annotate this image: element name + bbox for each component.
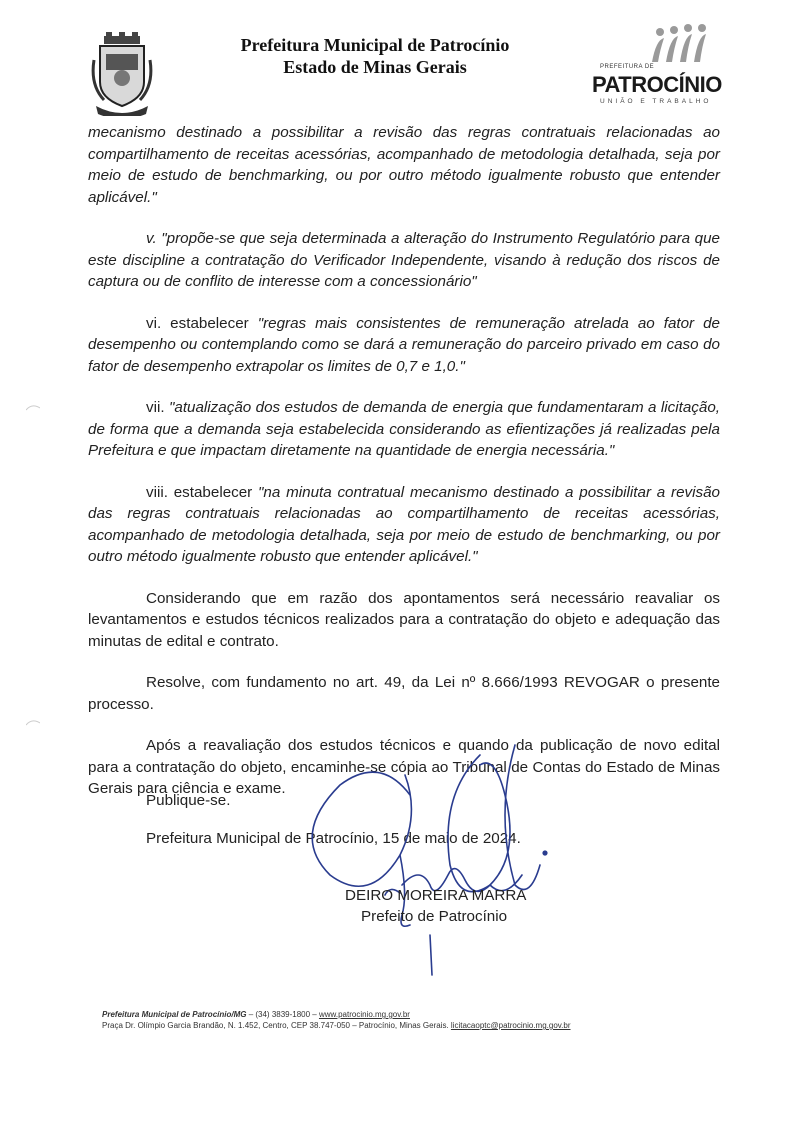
paragraph-continuation: mecanismo destinado a possibilitar a revisão das regras contratuais relacionadas ao compartilhamento de receitas acessórias, acompanhado de metodologia detalhada, seja por meio de estudo de benchmarking, ou por outro método igualmente robusto que entender aplicável." bbox=[88, 124, 720, 206]
paragraph-item-v: v. "propõe-se que seja determinada a alteração do Instrumento Regulatório para que este discipline a contratação do Verificador Independente, visando à redução dos riscos de captura ou de conflito de interesse com a concessionário" bbox=[88, 230, 720, 290]
letterhead-line-2: Estado de Minas Gerais bbox=[283, 57, 467, 77]
place-and-date: Prefeitura Municipal de Patrocínio, 15 de maio de 2024. bbox=[146, 830, 521, 847]
logo-small-text: PREFEITURA DE bbox=[600, 64, 655, 70]
item-vii-quote: "atualização dos estudos de demanda de energia que fundamentaram a licitação, de forma que a demanda seja estabelecida considerando as efientizações já realizadas pela Prefeitura e que impactam diretamente na quantidade de energia necessária." bbox=[88, 399, 721, 459]
footer-website-link[interactable]: www.patrocinio.mg.gov.br bbox=[318, 1010, 410, 1019]
item-vi-lead: vi. estabelecer bbox=[146, 314, 258, 332]
footer-email-link[interactable]: licitacaoptc@patrocinio.mg.gov.br bbox=[450, 1021, 571, 1030]
footer-phone: – (34) 3839-1800 – bbox=[246, 1010, 319, 1019]
patrocinio-logo bbox=[590, 22, 740, 105]
letterhead-title bbox=[200, 34, 550, 78]
page-footer bbox=[102, 1009, 571, 1031]
paragraph-item-vii bbox=[88, 397, 720, 462]
logo-tagline: UNIÃO E TRABALHO bbox=[600, 98, 712, 105]
scan-mark bbox=[26, 718, 40, 726]
signer-name: DEIRO MOREIRA MARRA bbox=[345, 887, 527, 904]
people-figures-icon bbox=[590, 22, 740, 66]
publique-se: Publique-se. bbox=[146, 792, 231, 809]
document-body bbox=[88, 122, 720, 820]
paragraph-apos: Após a reavaliação dos estudos técnicos e quando da publicação de novo edital para a contratação do objeto, encaminhe-se cópia ao Tribunal de Contas do Estado de Minas Gerais para ciência e exame. bbox=[88, 737, 720, 797]
paragraph-considerando: Considerando que em razão dos apontamentos será necessário reavaliar os levantamentos e estudos técnicos realizados para a contratação do objeto e adequação das minutas de edital e contrato. bbox=[88, 589, 720, 650]
paragraph-item-viii bbox=[88, 482, 720, 568]
footer-address: Praça Dr. Olímpio Garcia Brandão, N. 1.452, Centro, CEP 38.747-050 – Patrocínio, Minas Gerais. bbox=[102, 1021, 451, 1030]
paragraph-item-vi bbox=[88, 313, 720, 378]
footer-line-1 bbox=[102, 1009, 571, 1020]
footer-line-2 bbox=[102, 1020, 571, 1031]
footer-org: Prefeitura Municipal de Patrocínio/MG bbox=[102, 1010, 247, 1019]
letterhead-line-1: Prefeitura Municipal de Patrocínio bbox=[240, 35, 510, 55]
signer-role: Prefeito de Patrocínio bbox=[361, 908, 508, 925]
item-vii-lead: vii. bbox=[146, 399, 169, 416]
signature-block bbox=[345, 885, 526, 927]
municipal-crest-icon bbox=[90, 30, 154, 116]
scan-mark bbox=[26, 403, 40, 411]
item-viii-lead: viii. estabelecer bbox=[146, 483, 259, 501]
item-vi-quote: "regras mais consistentes de remuneração atrelada ao fator de desempenho ou contemplando como se dará a remuneração do parceiro privado em caso do fator de desempenho extrapolar os limites de 0,7 e 1,0." bbox=[88, 314, 721, 375]
paragraph-resolve: Resolve, com fundamento no art. 49, da Lei nº 8.666/1993 REVOGAR o presente processo. bbox=[88, 674, 720, 713]
logo-wordmark: PATROCÍNIO bbox=[592, 72, 722, 97]
item-viii-quote: "na minuta contratual mecanismo destinado a possibilitar a revisão das regras contratuais relacionadas ao compartilhamento de receitas acessórias, acompanhado de metodologia detalhada, seja por meio de estudo de benchmarking, ou por outro método igualmente robusto que entender aplicável." bbox=[88, 483, 720, 565]
